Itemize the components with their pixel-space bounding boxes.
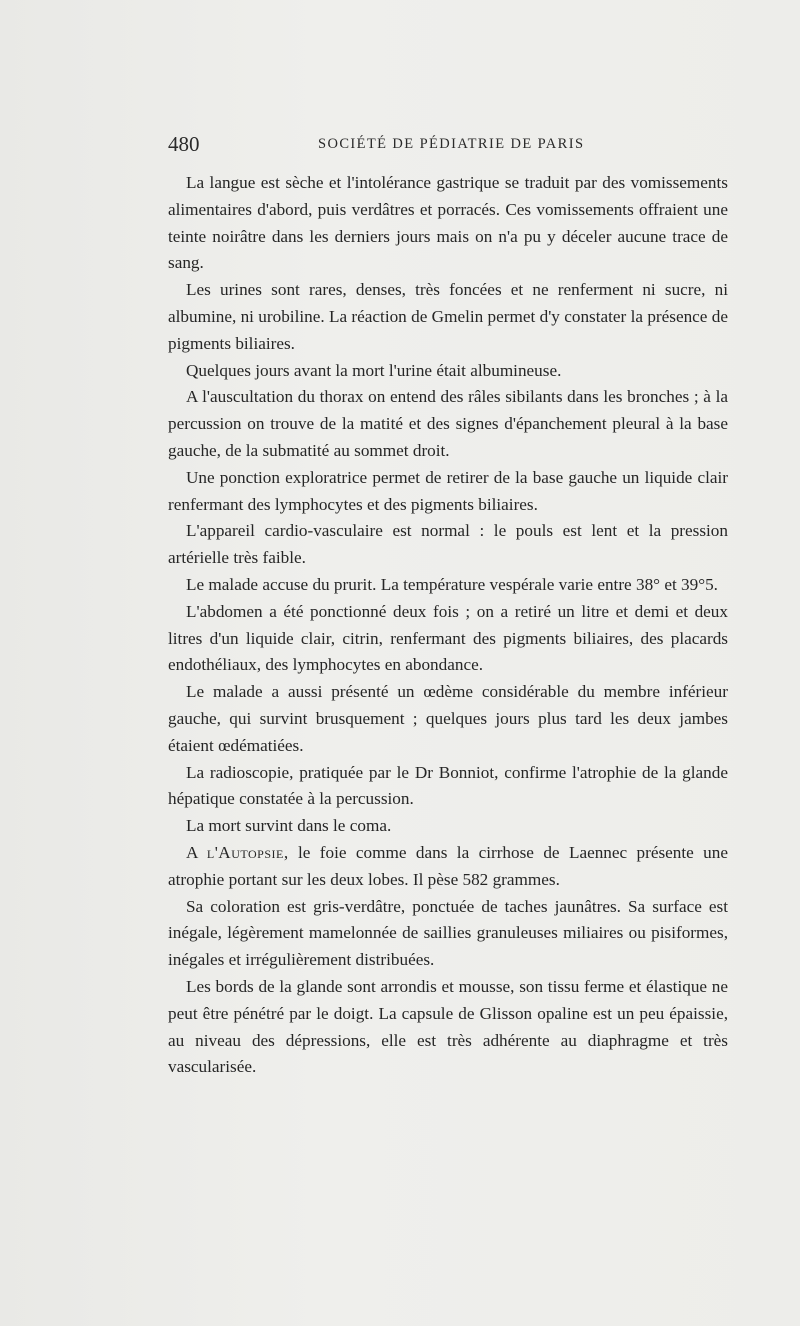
autopsy-text: le foie comme dans la cirrhose de Laennec présente une atrophie portant sur les deux lobes. Il pèse 582 grammes. bbox=[168, 842, 728, 889]
autopsy-paragraph bbox=[168, 840, 728, 894]
paragraph: Le malade accuse du prurit. La température vespérale varie entre 38° et 39°5. bbox=[186, 574, 718, 594]
running-title: SOCIÉTÉ DE PÉDIATRIE DE PARIS bbox=[318, 136, 585, 152]
paragraph: Les urines sont rares, denses, très foncées et ne renferment ni sucre, ni albumine, ni urobiline. La réaction de Gmelin permet d'y constater la présence de pigments biliaires. bbox=[168, 280, 728, 353]
autopsy-lead-in: A bbox=[186, 842, 198, 862]
autopsy-label: l'Autopsie, bbox=[206, 842, 289, 862]
paragraph: L'abdomen a été ponctionné deux fois ; on a retiré un litre et demi et deux litres d'un liquide clair, citrin, renfermant des pigments biliaires, des placards endothéliaux, des lymphocytes en abondance. bbox=[168, 601, 728, 675]
paragraph: La mort survint dans le coma. bbox=[186, 816, 392, 836]
paragraph: Une ponction exploratrice permet de retirer de la base gauche un liquide clair renfermant des lymphocytes et des pigments biliaires. bbox=[168, 467, 728, 514]
paragraph: La langue est sèche et l'intolérance gastrique se traduit par des vomissements alimentaires d'abord, puis verdâtres et porracés. Ces vomissements offraient une teinte noirâtre dans les derniers jours mais on n'a pu y déceler aucune trace de sang. bbox=[168, 173, 728, 273]
page-number: 480 bbox=[168, 132, 200, 156]
paragraph: L'appareil cardio-vasculaire est normal : le pouls est lent et la pression artérielle très faible. bbox=[168, 521, 728, 568]
page-header bbox=[168, 128, 728, 158]
paragraph: Les bords de la glande sont arrondis et mousse, son tissu ferme et élastique ne peut être pénétré par le doigt. La capsule de Glisson opaline est un peu épaissie, au niveau des dépressions, elle est très adhérente au diaphragme et très vascularisée. bbox=[168, 976, 728, 1077]
paragraph: La radioscopie, pratiquée par le Dr Bonniot, confirme l'atrophie de la glande hépatique constatée à la percussion. bbox=[168, 762, 728, 809]
body-text bbox=[168, 170, 728, 1081]
paragraph: A l'auscultation du thorax on entend des râles sibilants dans les bronches ; à la percussion on trouve de la matité et des signes d'épanchement pleural à la base gauche, de la submatité au sommet droit. bbox=[168, 387, 728, 460]
paragraph: Le malade a aussi présenté un œdème considérable du membre inférieur gauche, qui survint brusquement ; quelques jours plus tard les deux jambes étaient œdématiées. bbox=[168, 682, 728, 755]
paragraph: Quelques jours avant la mort l'urine était albumineuse. bbox=[186, 360, 562, 380]
paragraph: Sa coloration est gris-verdâtre, ponctuée de taches jaunâtres. Sa surface est inégale, légèrement mamelonnée de saillies granuleuses miliaires ou pisiformes, inégales et irrégulièrement distribuées. bbox=[168, 896, 728, 970]
